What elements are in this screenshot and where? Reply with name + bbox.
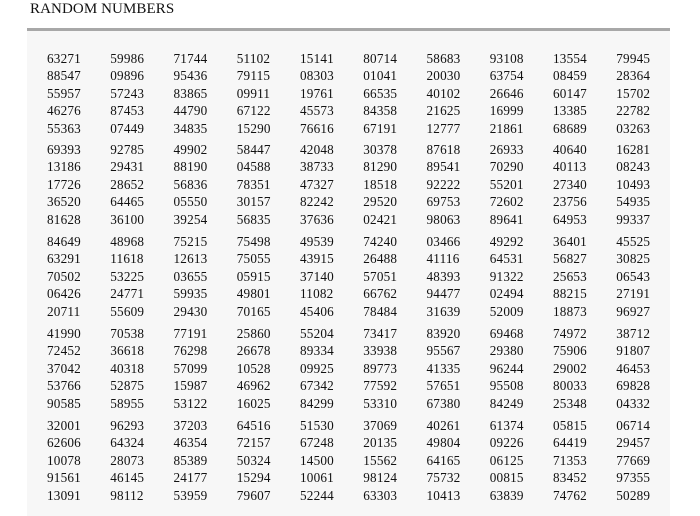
number-cell: 71744 <box>173 51 208 66</box>
number-cell: 09226 <box>489 435 524 451</box>
table-row <box>27 120 670 137</box>
number-cell: 16025 <box>236 395 271 411</box>
number-cell: 57099 <box>173 360 208 376</box>
number-cell: 77592 <box>363 378 398 394</box>
number-block <box>27 233 670 321</box>
number-cell: 78484 <box>363 303 398 319</box>
number-cell: 68689 <box>553 120 587 136</box>
number-cell: 69468 <box>489 326 524 341</box>
number-cell: 29431 <box>110 159 145 175</box>
number-cell: 29520 <box>363 194 398 210</box>
random-numbers-table <box>27 31 670 516</box>
number-block <box>27 50 670 138</box>
number-cell: 22782 <box>616 103 651 119</box>
number-cell: 70538 <box>110 326 145 341</box>
number-cell: 45525 <box>616 234 651 249</box>
number-cell: 32001 <box>47 418 81 433</box>
number-cell: 62606 <box>47 435 81 451</box>
number-cell: 64324 <box>110 435 145 451</box>
number-cell: 06125 <box>489 452 524 468</box>
number-cell: 20030 <box>426 68 461 84</box>
number-cell: 39254 <box>173 211 208 227</box>
number-cell: 89641 <box>489 211 524 227</box>
number-cell: 03263 <box>616 120 651 136</box>
number-cell: 95508 <box>489 378 524 394</box>
number-cell: 89773 <box>363 360 398 376</box>
number-cell: 09896 <box>110 68 145 84</box>
number-cell: 15702 <box>616 85 651 101</box>
number-cell: 80033 <box>553 378 587 394</box>
number-cell: 11082 <box>300 286 334 302</box>
number-cell: 02421 <box>363 211 398 227</box>
number-cell: 37203 <box>173 418 208 433</box>
number-block <box>27 141 670 229</box>
number-cell: 73417 <box>363 326 398 341</box>
number-cell: 54935 <box>616 194 651 210</box>
number-cell: 66535 <box>363 85 398 101</box>
number-cell: 63754 <box>489 68 524 84</box>
number-cell: 66762 <box>363 286 398 302</box>
number-cell: 64516 <box>236 418 271 433</box>
table-row <box>27 342 670 359</box>
page-title: RANDOM NUMBERS <box>30 1 175 17</box>
table-row <box>27 469 670 486</box>
number-cell: 09925 <box>300 360 334 376</box>
table-row <box>27 85 670 102</box>
number-cell: 90585 <box>47 395 81 411</box>
number-cell: 91561 <box>47 470 81 486</box>
table-row <box>27 141 670 158</box>
number-cell: 50324 <box>236 452 271 468</box>
number-cell: 34835 <box>173 120 208 136</box>
number-cell: 84249 <box>489 395 524 411</box>
number-cell: 46453 <box>616 360 651 376</box>
number-cell: 63291 <box>47 251 81 267</box>
table-row <box>27 285 670 302</box>
number-cell: 15290 <box>236 120 271 136</box>
number-cell: 26678 <box>236 343 271 359</box>
number-cell: 48393 <box>426 268 461 284</box>
number-cell: 09911 <box>236 85 271 101</box>
number-cell: 15987 <box>173 378 208 394</box>
number-cell: 25348 <box>553 395 587 411</box>
number-cell: 26933 <box>489 142 524 157</box>
number-cell: 70502 <box>47 268 81 284</box>
number-cell: 36618 <box>110 343 145 359</box>
number-cell: 19761 <box>300 85 334 101</box>
number-cell: 81628 <box>47 211 81 227</box>
number-cell: 33938 <box>363 343 398 359</box>
number-cell: 51530 <box>300 418 334 433</box>
table-row <box>27 303 670 320</box>
number-cell: 92785 <box>110 142 145 157</box>
number-cell: 92222 <box>426 176 461 192</box>
number-cell: 48968 <box>110 234 145 249</box>
number-cell: 71353 <box>553 452 587 468</box>
number-cell: 49539 <box>300 234 334 249</box>
number-cell: 29430 <box>173 303 208 319</box>
number-cell: 60147 <box>553 85 587 101</box>
number-cell: 13091 <box>47 487 81 503</box>
number-cell: 21861 <box>489 120 524 136</box>
number-cell: 46962 <box>236 378 271 394</box>
number-cell: 52244 <box>300 487 334 503</box>
number-cell: 95436 <box>173 68 208 84</box>
number-cell: 37069 <box>363 418 398 433</box>
number-cell: 96244 <box>489 360 524 376</box>
number-cell: 06426 <box>47 286 81 302</box>
number-cell: 79607 <box>236 487 271 503</box>
number-cell: 10493 <box>616 176 651 192</box>
number-cell: 10528 <box>236 360 271 376</box>
number-cell: 08243 <box>616 159 651 175</box>
number-cell: 69393 <box>47 142 81 157</box>
number-cell: 61374 <box>489 418 524 433</box>
number-cell: 77191 <box>173 326 208 341</box>
number-cell: 88190 <box>173 159 208 175</box>
number-cell: 85389 <box>173 452 208 468</box>
number-cell: 29380 <box>489 343 524 359</box>
number-cell: 30157 <box>236 194 271 210</box>
number-cell: 87618 <box>426 142 461 157</box>
number-cell: 72157 <box>236 435 271 451</box>
number-cell: 93108 <box>489 51 524 66</box>
table-row <box>27 50 670 67</box>
number-cell: 18873 <box>553 303 587 319</box>
number-cell: 07449 <box>110 120 145 136</box>
number-cell: 52875 <box>110 378 145 394</box>
number-cell: 27340 <box>553 176 587 192</box>
number-cell: 67342 <box>300 378 334 394</box>
number-cell: 67191 <box>363 120 398 136</box>
number-cell: 53225 <box>110 268 145 284</box>
number-cell: 40318 <box>110 360 145 376</box>
number-cell: 01041 <box>363 68 398 84</box>
number-cell: 63271 <box>47 51 81 66</box>
number-cell: 37140 <box>300 268 334 284</box>
number-cell: 91322 <box>489 268 524 284</box>
number-cell: 64953 <box>553 211 587 227</box>
number-cell: 58955 <box>110 395 145 411</box>
table-row <box>27 176 670 193</box>
number-cell: 45573 <box>300 103 334 119</box>
number-cell: 40102 <box>426 85 461 101</box>
number-cell: 21625 <box>426 103 461 119</box>
number-cell: 64419 <box>553 435 587 451</box>
number-cell: 18518 <box>363 176 398 192</box>
table-row <box>27 434 670 451</box>
number-cell: 00815 <box>489 470 524 486</box>
number-cell: 49902 <box>173 142 208 157</box>
number-cell: 69753 <box>426 194 461 210</box>
number-cell: 36520 <box>47 194 81 210</box>
number-cell: 64165 <box>426 452 461 468</box>
number-cell: 96293 <box>110 418 145 433</box>
number-cell: 40113 <box>553 159 587 175</box>
number-cell: 03655 <box>173 268 208 284</box>
number-cell: 83452 <box>553 470 587 486</box>
number-cell: 55957 <box>47 85 81 101</box>
number-cell: 98124 <box>363 470 398 486</box>
number-cell: 78351 <box>236 176 271 192</box>
number-cell: 79945 <box>616 51 651 66</box>
number-cell: 63839 <box>489 487 524 503</box>
number-cell: 76298 <box>173 343 208 359</box>
number-cell: 84299 <box>300 395 334 411</box>
number-cell: 77669 <box>616 452 651 468</box>
number-cell: 67122 <box>236 103 271 119</box>
number-cell: 29002 <box>553 360 587 376</box>
number-cell: 16999 <box>489 103 524 119</box>
number-cell: 04332 <box>616 395 651 411</box>
number-cell: 59986 <box>110 51 145 66</box>
number-cell: 16281 <box>616 142 651 157</box>
number-cell: 27191 <box>616 286 651 302</box>
table-row <box>27 395 670 412</box>
number-cell: 30825 <box>616 251 651 267</box>
number-cell: 40640 <box>553 142 587 157</box>
number-cell: 76616 <box>300 120 334 136</box>
number-cell: 25860 <box>236 326 271 341</box>
number-cell: 49804 <box>426 435 461 451</box>
number-cell: 08459 <box>553 68 587 84</box>
number-cell: 57243 <box>110 85 145 101</box>
number-cell: 87453 <box>110 103 145 119</box>
number-cell: 46354 <box>173 435 208 451</box>
number-cell: 15294 <box>236 470 271 486</box>
number-cell: 82242 <box>300 194 334 210</box>
number-cell: 74240 <box>363 234 398 249</box>
number-cell: 58447 <box>236 142 271 157</box>
table-row <box>27 417 670 434</box>
number-cell: 70165 <box>236 303 271 319</box>
number-cell: 98063 <box>426 211 461 227</box>
number-cell: 31639 <box>426 303 461 319</box>
number-cell: 28073 <box>110 452 145 468</box>
number-cell: 10061 <box>300 470 334 486</box>
number-cell: 55201 <box>489 176 524 192</box>
table-row <box>27 158 670 175</box>
number-cell: 50289 <box>616 487 651 503</box>
number-cell: 06714 <box>616 418 651 433</box>
number-cell: 91807 <box>616 343 651 359</box>
number-cell: 80714 <box>363 51 398 66</box>
number-cell: 59935 <box>173 286 208 302</box>
number-cell: 15562 <box>363 452 398 468</box>
number-cell: 45406 <box>300 303 334 319</box>
number-cell: 89334 <box>300 343 334 359</box>
number-cell: 10413 <box>426 487 461 503</box>
number-cell: 56836 <box>173 176 208 192</box>
number-cell: 02494 <box>489 286 524 302</box>
number-cell: 40261 <box>426 418 461 433</box>
number-cell: 41116 <box>426 251 460 267</box>
number-cell: 44790 <box>173 103 208 119</box>
number-cell: 43915 <box>300 251 334 267</box>
number-cell: 97355 <box>616 470 651 486</box>
number-cell: 05550 <box>173 194 208 210</box>
number-cell: 24177 <box>173 470 208 486</box>
number-cell: 37042 <box>47 360 81 376</box>
number-cell: 94477 <box>426 286 461 302</box>
number-cell: 75732 <box>426 470 461 486</box>
number-cell: 42048 <box>300 142 334 157</box>
number-cell: 75498 <box>236 234 271 249</box>
number-cell: 56827 <box>553 251 587 267</box>
number-cell: 30378 <box>363 142 398 157</box>
number-cell: 24771 <box>110 286 145 302</box>
number-cell: 51102 <box>236 51 271 66</box>
number-cell: 81290 <box>363 159 398 175</box>
table-row <box>27 102 670 119</box>
number-cell: 74762 <box>553 487 587 503</box>
number-cell: 84649 <box>47 234 81 249</box>
number-cell: 57051 <box>363 268 398 284</box>
number-cell: 13186 <box>47 159 81 175</box>
number-cell: 37636 <box>300 211 334 227</box>
number-cell: 05815 <box>553 418 587 433</box>
number-cell: 53766 <box>47 378 81 394</box>
number-cell: 28364 <box>616 68 651 84</box>
number-cell: 14500 <box>300 452 334 468</box>
number-cell: 83865 <box>173 85 208 101</box>
number-cell: 55609 <box>110 303 145 319</box>
table-row <box>27 211 670 228</box>
number-cell: 95567 <box>426 343 461 359</box>
number-cell: 29457 <box>616 435 651 451</box>
number-cell: 10078 <box>47 452 81 468</box>
number-cell: 88547 <box>47 68 81 84</box>
table-row <box>27 452 670 469</box>
table-row <box>27 193 670 210</box>
number-cell: 55204 <box>300 326 334 341</box>
table-row <box>27 250 670 267</box>
table-row <box>27 360 670 377</box>
number-cell: 08303 <box>300 68 334 84</box>
number-cell: 74972 <box>553 326 587 341</box>
number-cell: 53959 <box>173 487 208 503</box>
table-row <box>27 233 670 250</box>
number-cell: 53122 <box>173 395 208 411</box>
number-cell: 23756 <box>553 194 587 210</box>
number-cell: 06543 <box>616 268 651 284</box>
number-cell: 26488 <box>363 251 398 267</box>
number-cell: 11618 <box>110 251 144 267</box>
number-cell: 46276 <box>47 103 81 119</box>
number-block <box>27 417 670 505</box>
number-cell: 46145 <box>110 470 145 486</box>
number-cell: 99337 <box>616 211 651 227</box>
number-cell: 72602 <box>489 194 524 210</box>
number-cell: 05915 <box>236 268 271 284</box>
number-cell: 26646 <box>489 85 524 101</box>
number-cell: 47327 <box>300 176 334 192</box>
number-cell: 64531 <box>489 251 524 267</box>
number-cell: 53310 <box>363 395 398 411</box>
number-cell: 17726 <box>47 176 81 192</box>
number-cell: 88215 <box>553 286 587 302</box>
number-cell: 38733 <box>300 159 334 175</box>
number-cell: 36401 <box>553 234 587 249</box>
number-cell: 55363 <box>47 120 81 136</box>
number-cell: 04588 <box>236 159 271 175</box>
number-cell: 36100 <box>110 211 145 227</box>
number-cell: 13554 <box>553 51 587 66</box>
number-cell: 75906 <box>553 343 587 359</box>
number-cell: 20711 <box>47 303 81 319</box>
number-cell: 12777 <box>426 120 461 136</box>
number-cell: 67248 <box>300 435 334 451</box>
number-cell: 63303 <box>363 487 398 503</box>
number-cell: 58683 <box>426 51 461 66</box>
number-cell: 70290 <box>489 159 524 175</box>
number-cell: 41335 <box>426 360 461 376</box>
number-cell: 75215 <box>173 234 208 249</box>
table-row <box>27 67 670 84</box>
number-cell: 89541 <box>426 159 461 175</box>
number-cell: 67380 <box>426 395 461 411</box>
number-cell: 13385 <box>553 103 587 119</box>
number-cell: 56835 <box>236 211 271 227</box>
number-cell: 96927 <box>616 303 651 319</box>
number-cell: 15141 <box>300 51 334 66</box>
number-cell: 03466 <box>426 234 461 249</box>
table-row <box>27 487 670 504</box>
table-row <box>27 268 670 285</box>
number-cell: 41990 <box>47 326 81 341</box>
number-cell: 84358 <box>363 103 398 119</box>
number-cell: 64465 <box>110 194 145 210</box>
number-cell: 57651 <box>426 378 461 394</box>
number-cell: 98112 <box>110 487 144 503</box>
number-cell: 83920 <box>426 326 461 341</box>
number-cell: 12613 <box>173 251 208 267</box>
number-cell: 79115 <box>236 68 271 84</box>
number-cell: 28652 <box>110 176 145 192</box>
number-cell: 52009 <box>489 303 524 319</box>
number-cell: 75055 <box>236 251 271 267</box>
number-block <box>27 325 670 413</box>
number-cell: 25653 <box>553 268 587 284</box>
number-cell: 49801 <box>236 286 271 302</box>
number-cell: 38712 <box>616 326 651 341</box>
table-row <box>27 377 670 394</box>
number-cell: 72452 <box>47 343 81 359</box>
number-cell: 69828 <box>616 378 651 394</box>
number-cell: 20135 <box>363 435 398 451</box>
table-row <box>27 325 670 342</box>
number-cell: 49292 <box>489 234 524 249</box>
